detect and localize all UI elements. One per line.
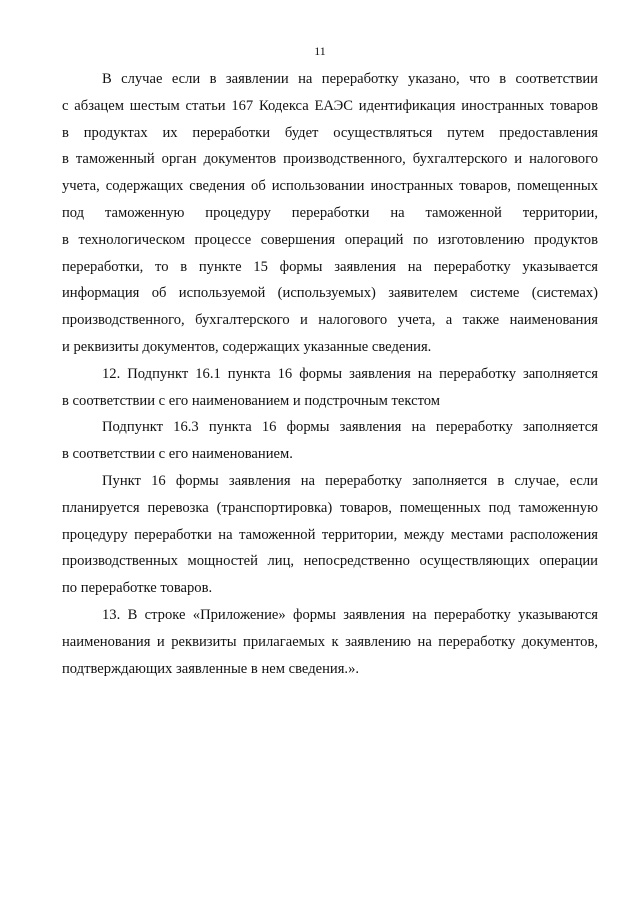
text-line: наименования и реквизиты прилагаемых к заявлению на переработку документов,	[62, 633, 598, 650]
text-line: планируется перевозка (транспортировка) товаров, помещенных под таможенную	[62, 499, 598, 516]
paragraph-item-12	[62, 361, 598, 415]
text-line: Подпункт 16.3 пункта 16 формы заявления на переработку заполняется	[102, 419, 598, 436]
text-line: производственного, бухгалтерского и налогового учета, а также наименования	[62, 312, 598, 329]
text-line: по переработке товаров.	[62, 580, 213, 597]
text-line: под таможенную процедуру переработки на таможенной территории,	[62, 204, 598, 221]
text-line: учета, содержащих сведения об использовании иностранных товаров, помещенных	[62, 178, 598, 195]
text-line: Пункт 16 формы заявления на переработку заполняется в случае, если	[102, 472, 598, 489]
text-line: 12. Подпункт 16.1 пункта 16 формы заявления на переработку заполняется	[102, 365, 598, 382]
paragraph-identification-info	[62, 66, 598, 361]
paragraph-item-13	[62, 602, 598, 682]
text-line: информация об используемой (используемых) заявителем системе (системах)	[62, 285, 598, 302]
text-line: В случае если в заявлении на переработку указано, что в соответствии	[102, 71, 598, 87]
document-body	[62, 66, 598, 682]
page-number: 11	[314, 44, 326, 58]
paragraph-subitem-16-3	[62, 414, 598, 468]
paragraph-item-16-transport	[62, 468, 598, 602]
text-line: в технологическом процессе совершения операций по изготовлению продуктов	[62, 231, 598, 248]
text-line: в соответствии с его наименованием и подстрочным текстом	[62, 392, 441, 409]
text-line: подтверждающих заявленные в нем сведения.».	[62, 660, 360, 677]
text-line: производственных мощностей лиц, непосредственно осуществляющих операции	[62, 553, 598, 570]
text-line: в продуктах их переработки будет осуществляться путем предоставления	[62, 124, 598, 141]
text-line: с абзацем шестым статьи 167 Кодекса ЕАЭС идентификация иностранных товаров	[62, 97, 598, 114]
text-line: переработки, то в пункте 15 формы заявления на переработку указывается	[62, 258, 598, 275]
text-line: в таможенный орган документов производственного, бухгалтерского и налогового	[62, 151, 598, 168]
text-line: в соответствии с его наименованием.	[62, 446, 293, 463]
text-line: 13. В строке «Приложение» формы заявления на переработку указываются	[102, 606, 598, 623]
text-line: процедуру переработки на таможенной территории, между местами расположения	[62, 526, 598, 543]
text-line: и реквизиты документов, содержащих указанные сведения.	[62, 338, 432, 355]
